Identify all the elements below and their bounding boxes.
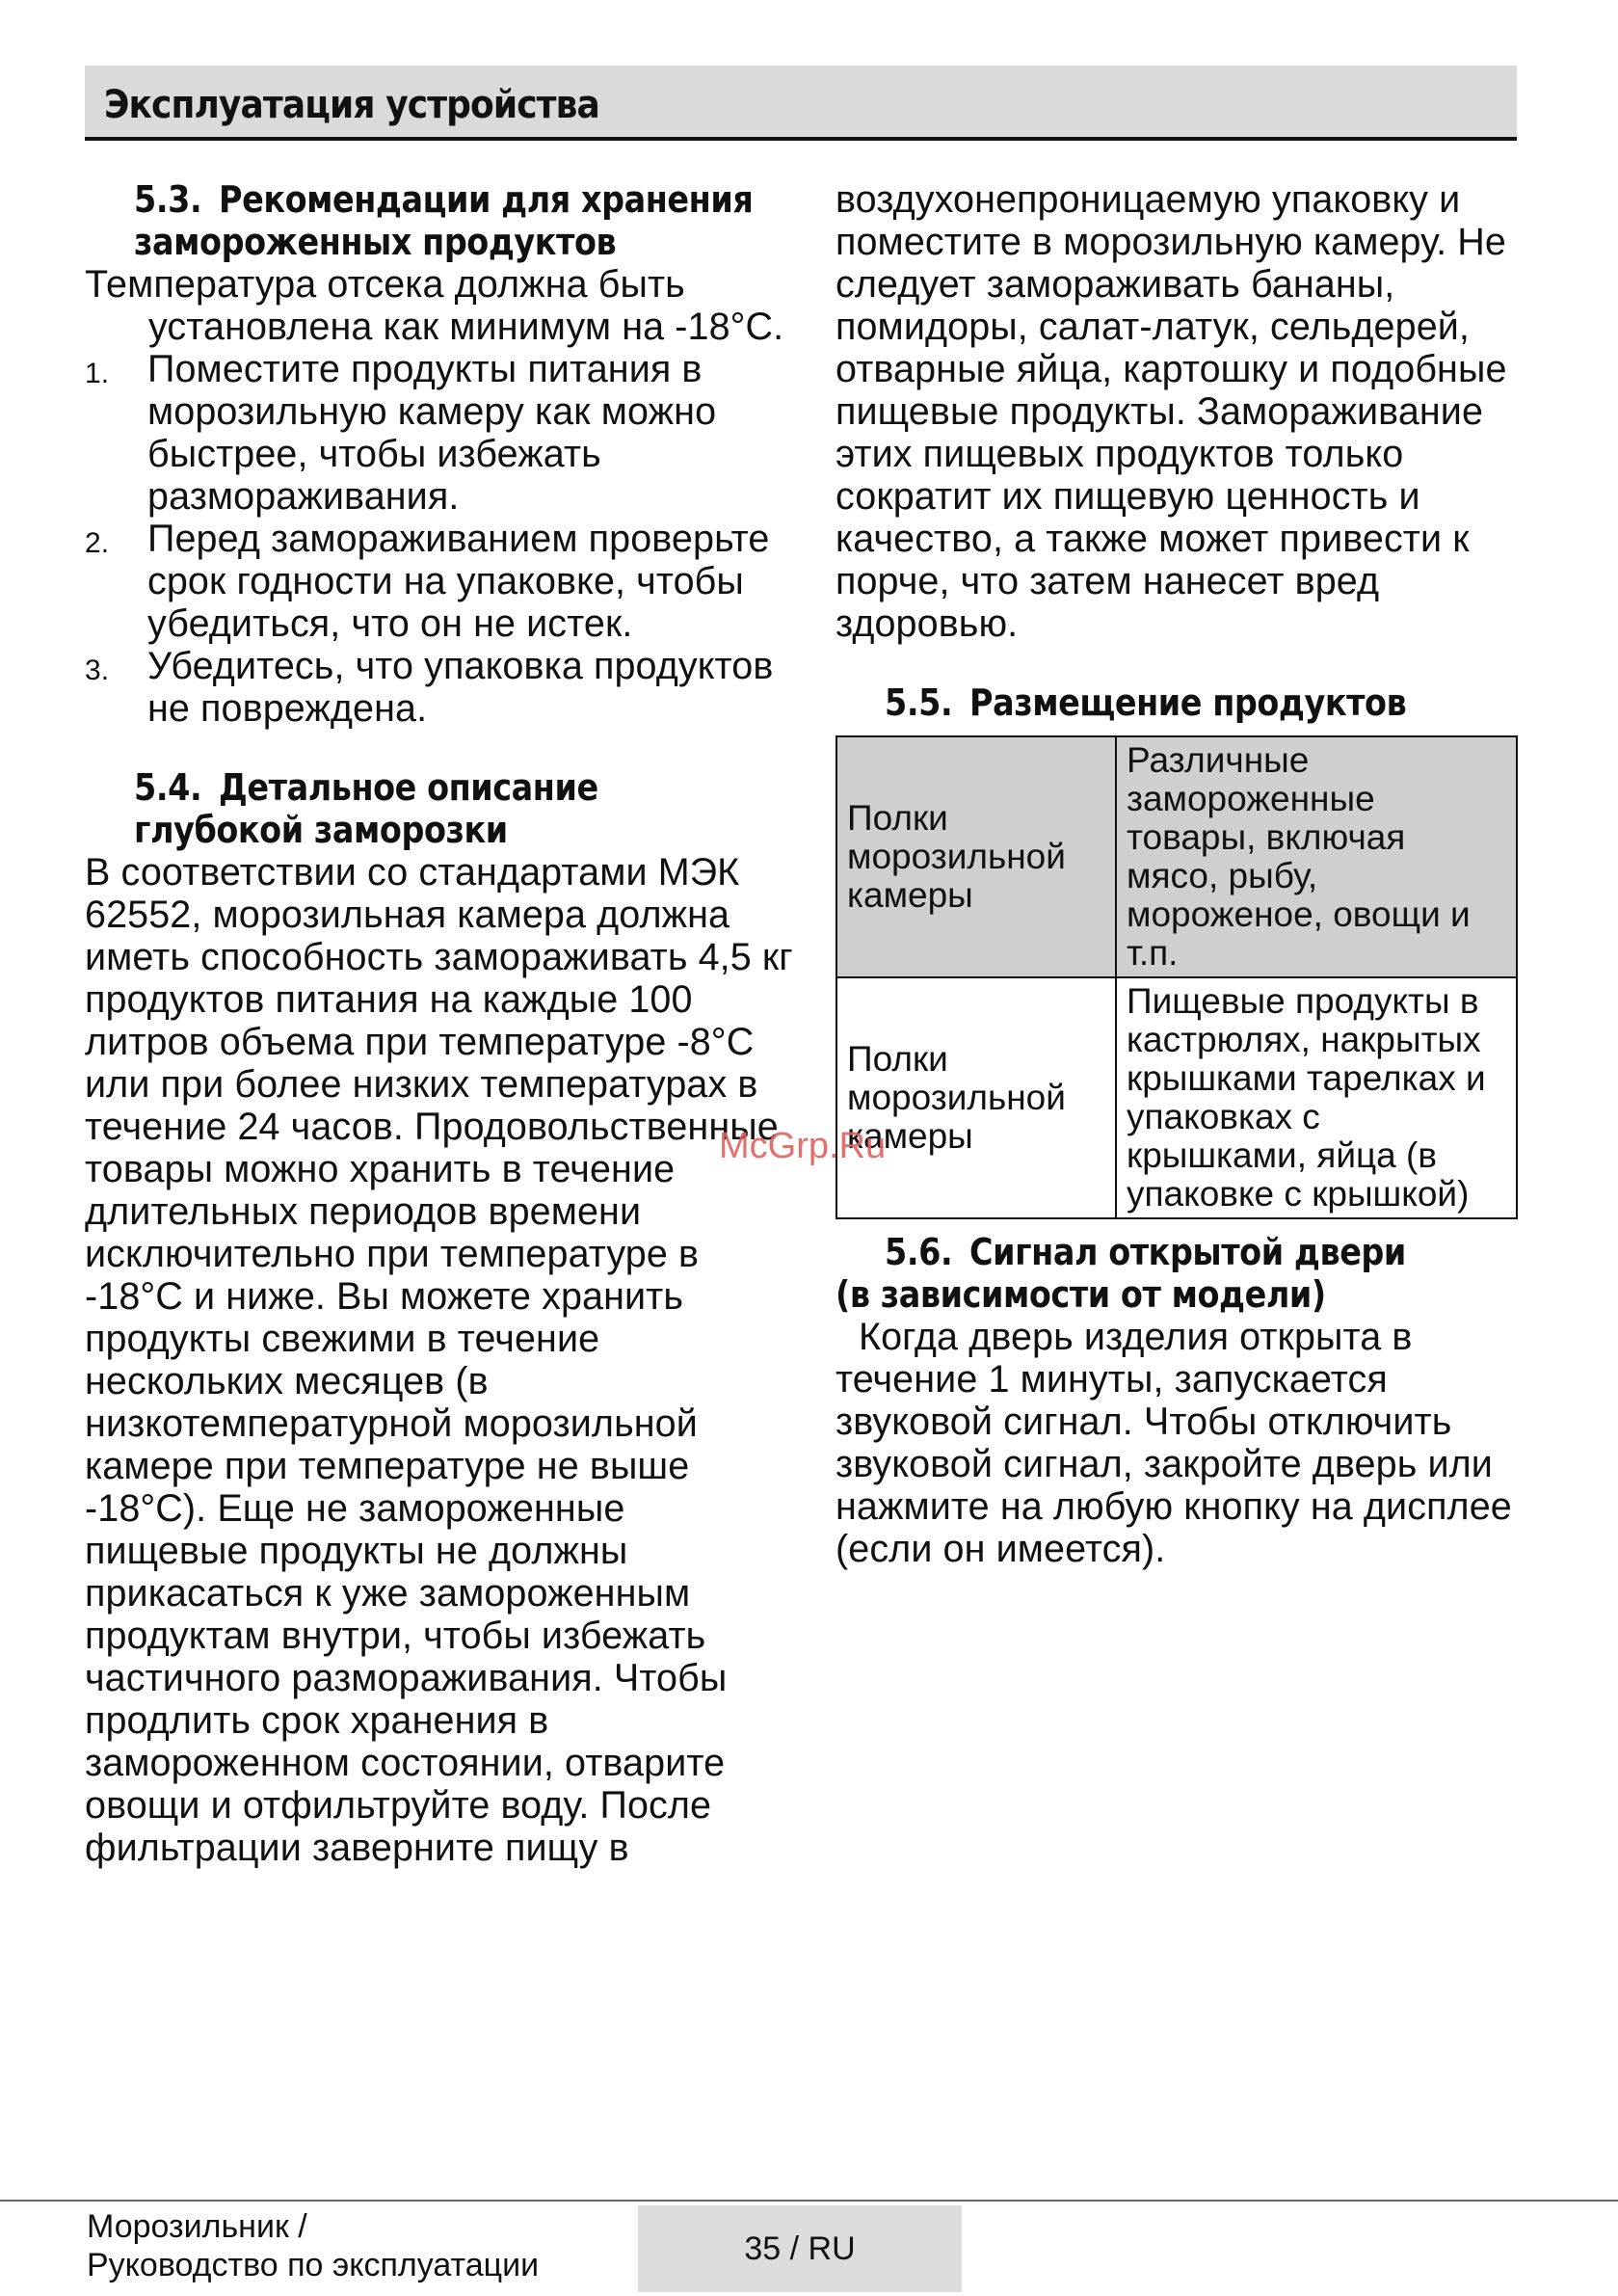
section-5-5-heading: [836, 681, 1438, 724]
section-5-3-heading: [85, 178, 754, 263]
section-number: 5.6.: [885, 1231, 953, 1273]
section-title: Детальное описание: [219, 766, 598, 809]
list-item: [85, 348, 798, 518]
table-cell-items: Различные замороженные товары, включая мясо, рыбу, мороженое, овощи и т.п.: [1116, 736, 1517, 977]
table-cell-place: Полки морозильной камеры: [836, 736, 1116, 977]
list-number: 1.: [85, 358, 110, 389]
deep-freeze-body: В соответствии со стандартами МЭК 62552, морозильная камера должна иметь способность замораживать 4,5 кг продуктов питания на каждые 100 литров объема при температуре -8°C или при более низких температурах в течение 24 часов. Продовольственные товары можно хранить в течение длительных периодов времени исключительно при температуре в -18°C и ниже. Вы можете хранить продукты свежими в течение нескольких месяцев (в низкотемпературной морозильной камере при температуре не выше -18°C). Еще не замороженные пищевые продукты не должны прикасаться к уже замороженным продуктам внутри, чтобы избежать частичного размораживания. Чтобы продлить срок хранения в замороженном состоянии, отварите овощи и отфильтруйте воду. После фильтрации заверните пищу в: [85, 851, 793, 1869]
list-text: Перед замораживанием проверьте срок годности на упаковке, чтобы убедиться, что он не истек.: [147, 518, 770, 645]
section-title-line2: глубокой заморозки: [134, 809, 508, 851]
page-header: [85, 66, 1517, 141]
list-item: [85, 518, 798, 645]
table-row: [836, 736, 1517, 977]
table-cell-place: Полки морозильной камеры: [836, 977, 1116, 1218]
section-number: 5.4.: [134, 766, 202, 809]
section-number: 5.5.: [885, 681, 953, 724]
watermark: McGrp.Ru: [719, 1126, 887, 1166]
table-cell-items: Пищевые продукты в кастрюлях, накрытых крышками тарелках и упаковках с крышками, яйца (в упаковке с крышкой): [1116, 977, 1517, 1218]
table-row: [836, 977, 1517, 1218]
footer-doc-title: [87, 2207, 539, 2284]
door-signal-body: Когда дверь изделия открыта в течение 1 минуты, запускается звуковой сигнал. Чтобы отключить звуковой сигнал, закройте дверь или нажмите на любую кнопку на дисплее (если он имеется).: [836, 1316, 1512, 1570]
page-number: 35 / RU: [638, 2205, 962, 2292]
deep-freeze-continued: воздухонепроницаемую упаковку и поместите в морозильную камеру. Не следует замораживать бананы, помидоры, салат-латук, сельдерей, отварные яйца, картошку и подобные пищевые продукты. Замораживание этих пищевых продуктов только сократит их пищевую ценность и качество, а также может привести к порче, что затем нанесет вред здоровью.: [836, 178, 1507, 645]
section-5-4-heading: [85, 766, 712, 851]
temperature-intro: Температура отсека должна быть установлена как минимум на -18°C.: [85, 263, 784, 348]
list-text: Убедитесь, что упаковка продуктов не повреждена.: [147, 645, 774, 730]
section-number: 5.3.: [134, 178, 202, 221]
section-title: Рекомендации для хранения: [219, 178, 754, 221]
section-title: Сигнал открытой двери: [969, 1231, 1406, 1273]
footer-line-1: Морозильник /: [87, 2208, 307, 2245]
section-title: Размещение продуктов: [969, 681, 1407, 724]
right-column: [836, 178, 1520, 1570]
section-5-6-heading: [836, 1231, 1438, 1316]
left-column: [85, 178, 798, 1869]
section-title-line2: замороженных продуктов: [134, 221, 617, 263]
list-text: Поместите продукты питания в морозильную камеру как можно быстрее, чтобы избежать размораживания.: [147, 348, 717, 518]
footer-divider: [0, 2200, 1618, 2202]
section-title-line2: (в зависимости от модели): [836, 1273, 1326, 1316]
list-number: 2.: [85, 527, 110, 559]
footer-line-2: Руководство по эксплуатации: [87, 2247, 540, 2283]
header-title: Эксплуатация устройства: [104, 83, 599, 127]
food-placement-table: [836, 735, 1518, 1219]
list-item: [85, 645, 798, 730]
list-number: 3.: [85, 654, 110, 686]
